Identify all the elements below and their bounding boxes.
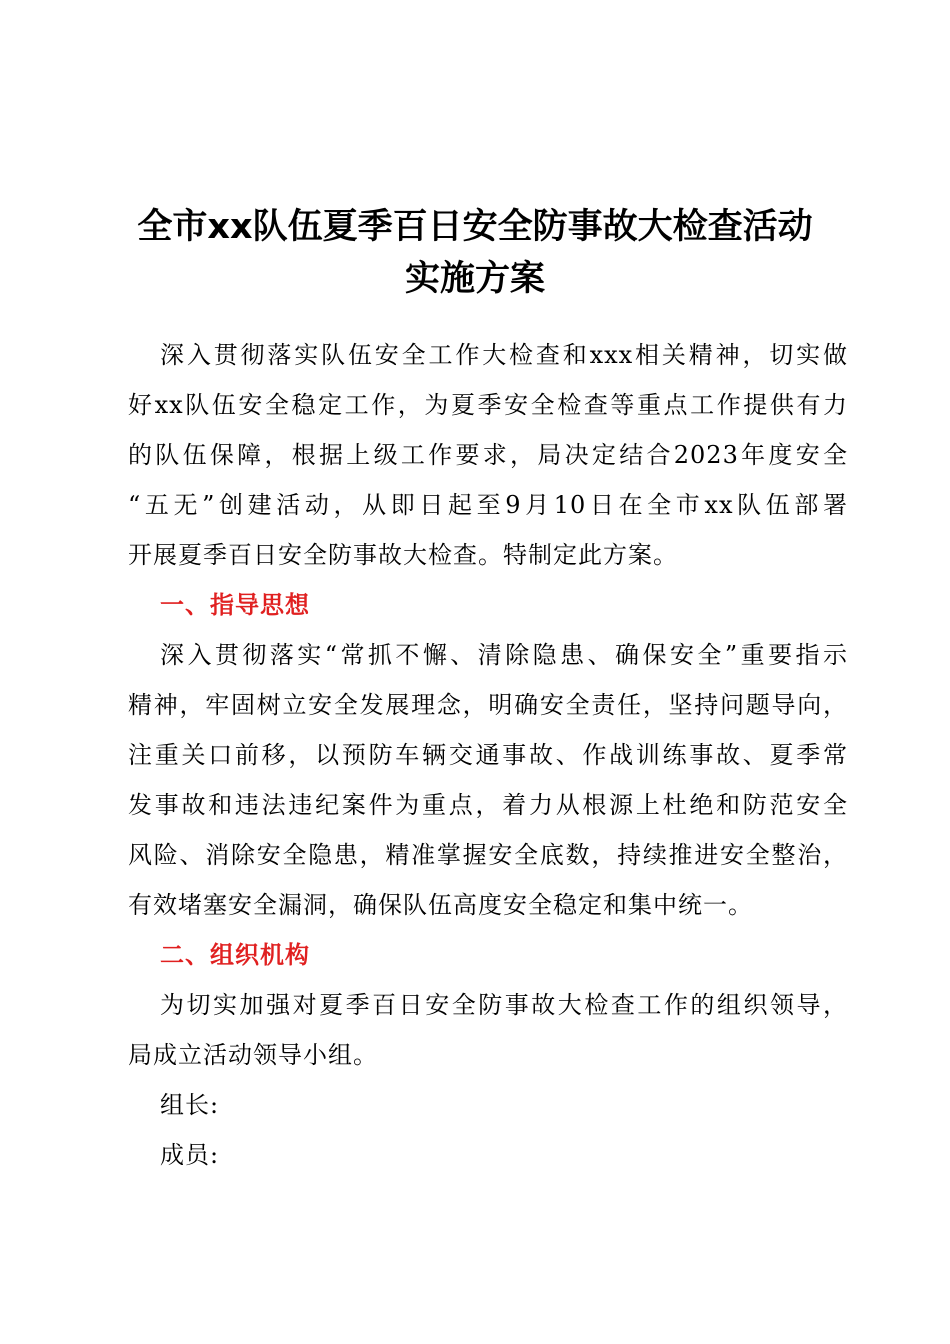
- section1-line: 风险、消除安全隐患，精准掌握安全底数，持续推进安全整治，: [128, 841, 848, 869]
- leader-label: 组长:: [160, 1091, 220, 1119]
- section2-line: 局成立活动领导小组。: [128, 1041, 378, 1069]
- intro-line: 开展夏季百日安全防事故大检查。特制定此方案。: [128, 541, 678, 569]
- section1-line: 发事故和违法违纪案件为重点，着力从根源上杜绝和防范安全: [128, 791, 848, 819]
- section1-line: 深入贯彻落实“常抓不懈、清除隐患、确保安全”重要指示: [160, 641, 848, 669]
- intro-line: 深入贯彻落实队伍安全工作大检查和xxx相关精神，切实做: [160, 341, 848, 369]
- section1-line: 有效堵塞安全漏洞，确保队伍高度安全稳定和集中统一。: [128, 891, 753, 919]
- document-title-line-2: 实施方案: [404, 259, 545, 299]
- section2-line: 为切实加强对夏季百日安全防事故大检查工作的组织领导，: [160, 991, 848, 1019]
- section-heading-guiding-ideology: 一、指导思想: [160, 591, 310, 619]
- document-title-line-1: 全市xx队伍夏季百日安全防事故大检查活动: [137, 207, 813, 247]
- intro-line: 的队伍保障，根据上级工作要求，局决定结合2023年度安全: [128, 441, 848, 469]
- section1-line: 注重关口前移，以预防车辆交通事故、作战训练事故、夏季常: [128, 741, 848, 769]
- intro-line: “五无”创建活动，从即日起至9月10日在全市xx队伍部署: [128, 491, 848, 519]
- section-heading-organization: 二、组织机构: [160, 941, 310, 969]
- section1-line: 精神，牢固树立安全发展理念，明确安全责任，坚持问题导向，: [128, 691, 848, 719]
- members-label: 成员:: [160, 1141, 220, 1169]
- intro-line: 好xx队伍安全稳定工作，为夏季安全检查等重点工作提供有力: [128, 391, 848, 419]
